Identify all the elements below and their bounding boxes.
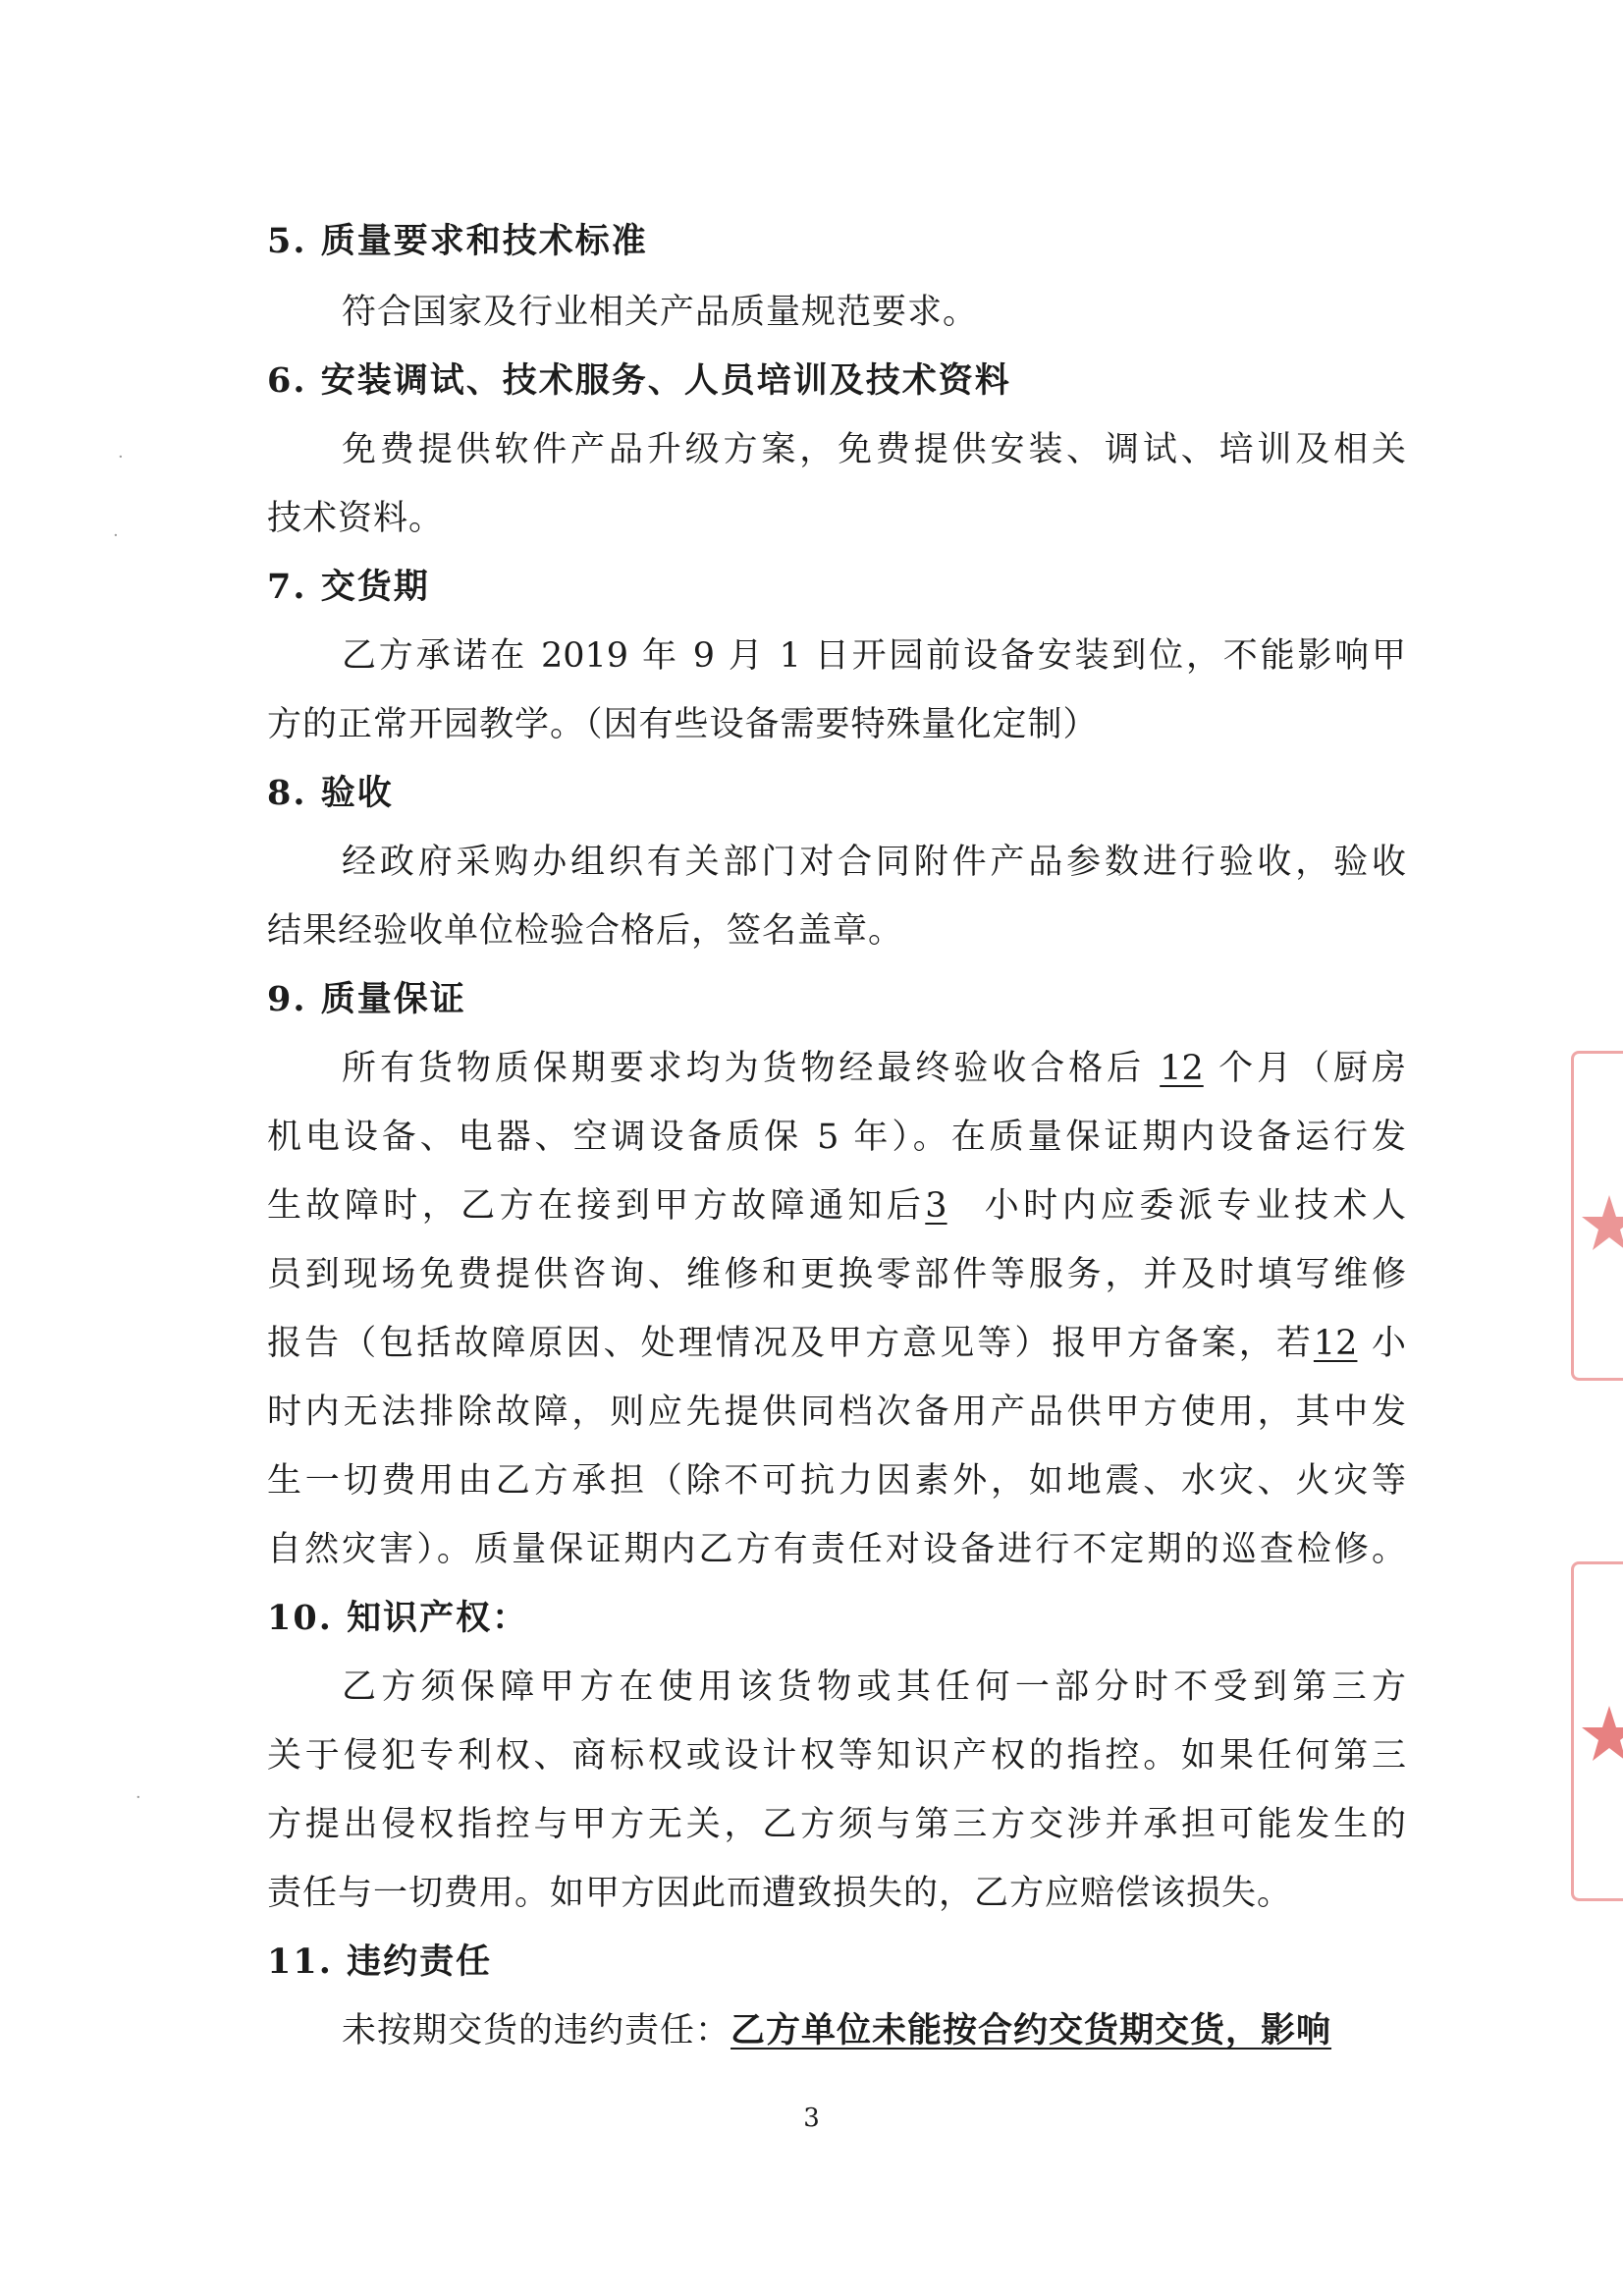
section-8-heading: 8. 验收 [267, 773, 394, 813]
section-8-text-line1: 经政府采购办组织有关部门对合同附件产品参数进行验收，验收 [342, 843, 1406, 882]
section-6-text-line2: 技术资料。 [267, 499, 445, 538]
fix-hours-value: 12 [1313, 1324, 1358, 1363]
section-7-text-line2: 方的正常开园教学。（因有些设备需要特殊量化定制） [267, 705, 1099, 744]
section-10-line1: 乙方须保障甲方在使用该货物或其任何一部分时不受到第三方 [342, 1667, 1406, 1707]
section-10-heading: 10. 知识产权： [267, 1598, 529, 1638]
section-8-text-line2: 结果经验收单位检验合格后，签名盖章。 [267, 911, 904, 951]
section-9-line3 [267, 1182, 1406, 1230]
section-9-line5-pre: 报告（包括故障原因、处理情况及甲方意见等）报甲方备案，若 [267, 1324, 1314, 1363]
section-6-heading: 6. 安装调试、技术服务、人员培训及技术资料 [267, 360, 1011, 401]
section-9-heading: 9. 质量保证 [267, 979, 466, 1019]
section-9-line1-pre: 所有货物质保期要求均为货物经最终验收合格后 [342, 1049, 1146, 1088]
section-11-line1 [342, 2007, 1406, 2054]
response-hours-value: 3 [925, 1186, 947, 1226]
section-9-line2: 机电设备、电器、空调设备质保 5 年）。在质量保证期内设备运行发 [267, 1118, 1406, 1157]
section-9-line1 [342, 1045, 1406, 1092]
section-11-emphasis: 乙方单位未能按合约交货期交货，影响 [730, 2010, 1332, 2050]
section-10-line4: 责任与一切费用。如甲方因此而遭致损失的，乙方应赔偿该损失。 [267, 1874, 1293, 1913]
section-9-line1-post: 个月（厨房 [1215, 1049, 1406, 1088]
section-11-heading: 11. 违约责任 [267, 1941, 493, 1982]
section-9-line8: 自然灾害）。质量保证期内乙方有责任对设备进行不定期的巡查检修。 [267, 1530, 1406, 1569]
section-9-line6: 时内无法排除故障，则应先提供同档次备用产品供甲方使用，其中发 [267, 1393, 1406, 1432]
section-9-line5 [267, 1320, 1406, 1367]
section-9-line5-post: 小 [1368, 1324, 1406, 1363]
section-9-line3-post: 小时内应委派专业技术人 [980, 1186, 1406, 1226]
section-5-text: 符合国家及行业相关产品质量规范要求。 [342, 293, 979, 332]
section-9-line4: 员到现场免费提供咨询、维修和更换零部件等服务，并及时填写维修 [267, 1255, 1406, 1294]
scan-speck: · [113, 525, 119, 546]
section-9-line7: 生一切费用由乙方承担（除不可抗力因素外，如地震、水灾、火灾等 [267, 1461, 1406, 1501]
section-5-heading: 5. 质量要求和技术标准 [267, 221, 648, 261]
page-number: 3 [803, 2104, 820, 2133]
section-7-text-line1: 乙方承诺在 2019 年 9 月 1 日开园前设备安装到位，不能影响甲 [342, 636, 1406, 676]
section-9-line3-pre: 生故障时，乙方在接到甲方故障通知后 [267, 1186, 926, 1226]
warranty-months-value: 12 [1160, 1049, 1204, 1088]
section-10-line2: 关于侵犯专利权、商标权或设计权等知识产权的指控。如果任何第三 [267, 1736, 1406, 1776]
scan-speck: · [118, 447, 124, 467]
seal-stamp-lower [1571, 1561, 1623, 1901]
scan-speck: · [135, 1787, 141, 1808]
section-10-line3: 方提出侵权指控与甲方无关，乙方须与第三方交涉并承担可能发生的 [267, 1805, 1406, 1844]
section-6-text-line1: 免费提供软件产品升级方案，免费提供安装、调试、培训及相关 [342, 430, 1406, 469]
section-11-line1-pre: 未按期交货的违约责任： [342, 2011, 731, 2050]
seal-stamp-upper [1571, 1051, 1623, 1381]
section-7-heading: 7. 交货期 [267, 567, 430, 607]
